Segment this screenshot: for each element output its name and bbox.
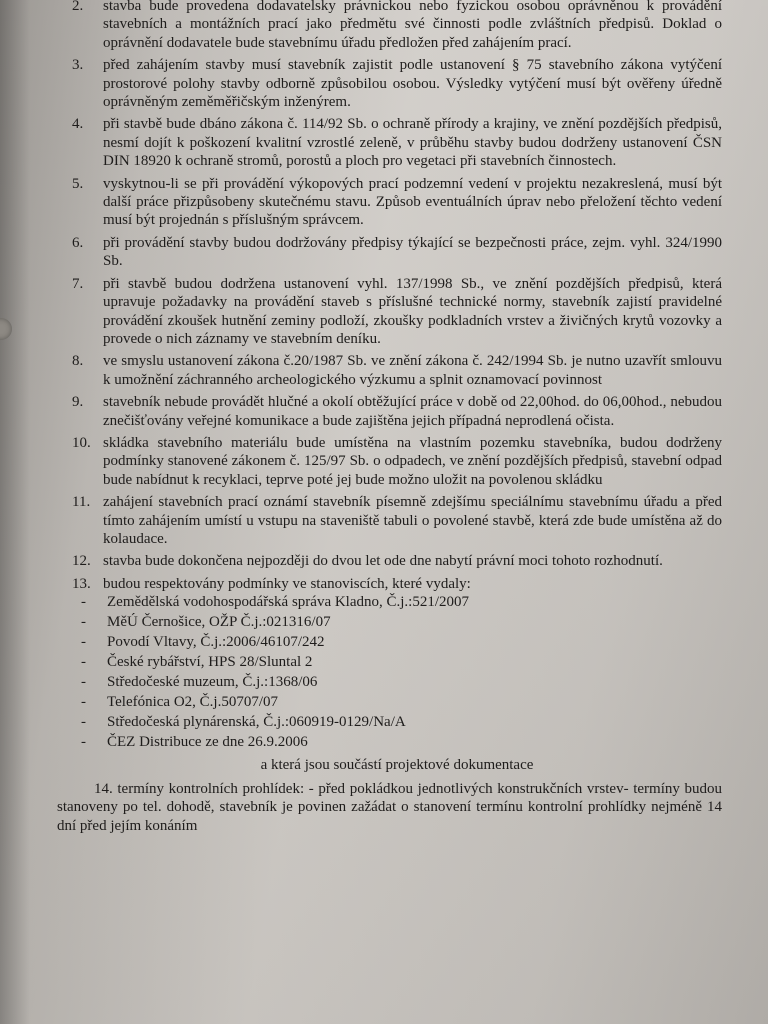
opinion-list-item — [72, 733, 722, 751]
item-text: skládka stavebního materiálu bude umístěna na vlastním pozemku stavebníka, budou dodrženy podmínky stanovené zákonem č. 125/97 Sb. o odpadech, ve znění pozdějších předpisů, stavební odpad bude nabídnut k recyklaci, teprve poté jej bude možno uložit na povolenou skládku — [103, 434, 722, 488]
condition-item — [72, 352, 722, 389]
condition-item — [72, 493, 722, 548]
list-dash: - — [81, 674, 86, 691]
item-number: 5. — [72, 175, 84, 192]
item-text: před zahájením stavby musí stavebník zajistit podle ustanovení § 75 stavebního zákona vytýčení prostorové polohy stavby odborně způsobilou osobou. Výsledky vytýčení musí být ověřeny úředně oprávněným zeměměřičským inženýrem. — [103, 57, 722, 111]
opinion-text: Středočeské muzeum, Č.j.:1368/06 — [107, 674, 318, 691]
opinion-list-item — [72, 653, 722, 671]
item-text: při stavbě bude dbáno zákona č. 114/92 Sb. o ochraně přírody a krajiny, ve znění pozdějších předpisů, nesmí dojít k poškození kvalitní vzrostlé zeleně, v průběhu stavby budou dodrženy ustanovení ČSN DIN 18920 k ochraně stromů, porostů a ploch pro vegetaci při stavebních činnostech. — [103, 116, 722, 170]
item-number: 11. — [72, 494, 91, 511]
item-text: při stavbě budou dodržena ustanovení vyhl. 137/1998 Sb., ve znění pozdějších předpisů, která upravuje požadavky na provádění staveb s příslušné technické normy, stavebník zajistí pravidelné provádění zkoušek hutnění zeminy podloží, zkoušky podkladních vrstev a živičných krytů vozovky a provede o nich záznamy ve stavebním deníku. — [103, 275, 722, 347]
item-number: 8. — [72, 353, 84, 370]
opinion-list-item — [72, 713, 722, 731]
opinion-list-item — [72, 593, 722, 611]
list-dash: - — [81, 614, 86, 631]
opinion-list-item — [72, 673, 722, 691]
condition-item — [72, 575, 722, 593]
item-number: 13. — [72, 575, 91, 592]
condition-item — [72, 393, 722, 430]
item-number: 2. — [72, 0, 84, 14]
item-number: 6. — [72, 234, 84, 251]
opinion-text: MěÚ Černošice, OŽP Č.j.:021316/07 — [107, 614, 331, 631]
opinion-text: České rybářství, HPS 28/Sluntal 2 — [107, 654, 313, 671]
item-14-paragraph: 14. termíny kontrolních prohlídek: - před pokládkou jednotlivých konstrukčních vrstev- termíny budou stanoveny po tel. dohodě, stavebník je povinen zažádat o stanovení termínu kontrolní prohlídky nejméně 14 dní před jejím konáním — [57, 781, 722, 834]
condition-item — [72, 56, 722, 111]
opinion-list-item — [72, 613, 722, 631]
condition-item — [72, 434, 722, 489]
list-dash: - — [81, 734, 86, 751]
closing-line: a která jsou součástí projektové dokumentace — [260, 756, 534, 773]
item-text: zahájení stavebních prací oznámí stavebník písemně zdejšímu speciálnímu stavebnímu úřadu a před tímto zahájením umístí u vstupu na staveniště tabuli o povolené stavbě, která zde bude umístěna až do kolaudace. — [103, 494, 722, 547]
item-text: vyskytnou-li se při provádění výkopových prací podzemní vedení v projektu nezakreslená, musí být další práce přizpůsobeny skutečnému stavu. Způsob eventuálních úprav nebo přeložení těchto vedení musí být projednán s příslušným správcem. — [103, 175, 722, 229]
opinion-list-item — [72, 633, 722, 651]
item-text: stavba bude dokončena nejpozději do dvou let ode dne nabytí právní moci tohoto rozhodnutí. — [103, 553, 663, 570]
opinion-text: Středočeská plynárenská, Č.j.:060919-0129/Na/A — [107, 714, 406, 731]
list-dash: - — [81, 594, 86, 611]
opinion-list-item — [72, 693, 722, 711]
condition-item — [72, 234, 722, 271]
list-dash: - — [81, 634, 86, 651]
opinion-text: Zemědělská vodohospodářská správa Kladno, Č.j.:521/2007 — [107, 594, 470, 611]
item-text: ve smyslu ustanovení zákona č.20/1987 Sb. ve znění zákona č. 242/1994 Sb. je nutno uzavřít smlouvu k umožnění záchranného archeologického výzkumu a splnit oznamovací povinnost — [103, 353, 722, 388]
document-body — [57, 0, 722, 835]
item-number: 12. — [72, 553, 91, 570]
opinion-text: Povodí Vltavy, Č.j.:2006/46107/242 — [107, 634, 325, 651]
condition-item — [72, 552, 722, 570]
item-number: 4. — [72, 116, 84, 133]
opinion-text: ČEZ Distribuce ze dne 26.9.2006 — [107, 734, 308, 751]
list-dash: - — [81, 714, 86, 731]
item-text: stavebník nebude provádět hlučné a okolí obtěžující práce v době od 22,00hod. do 06,00hod., nebudou znečišťovány veřejné komunikace a bude zajištěna jejich případná neprodlená očista. — [103, 394, 722, 429]
item-text: při provádění stavby budou dodržovány předpisy týkající se bezpečnosti práce, zejm. vyhl. 324/1990 Sb. — [103, 234, 722, 270]
list-dash: - — [81, 654, 86, 671]
condition-item — [72, 115, 722, 170]
item-text: budou respektovány podmínky ve stanoviscích, které vydaly: — [103, 575, 471, 592]
item-number: 10. — [72, 434, 91, 451]
opinion-text: Telefónica O2, Č.j.50707/07 — [107, 694, 278, 711]
condition-item — [72, 0, 722, 52]
item-number: 9. — [72, 394, 84, 411]
page-edge-shadow — [0, 0, 30, 1024]
list-dash: - — [81, 694, 86, 711]
item-number: 3. — [72, 57, 84, 74]
item-text: stavba bude provedena dodavatelsky právnickou nebo fyzickou osobou oprávněnou k provádění stavebních a montážních prací jako předmětu své činnosti podle zvláštních předpisů. Doklad o oprávnění dodavatele bude stavebnímu úřadu předložen před zahájením prací. — [103, 0, 722, 51]
condition-item — [72, 175, 722, 230]
condition-item — [72, 275, 722, 349]
item-number: 7. — [72, 275, 84, 292]
